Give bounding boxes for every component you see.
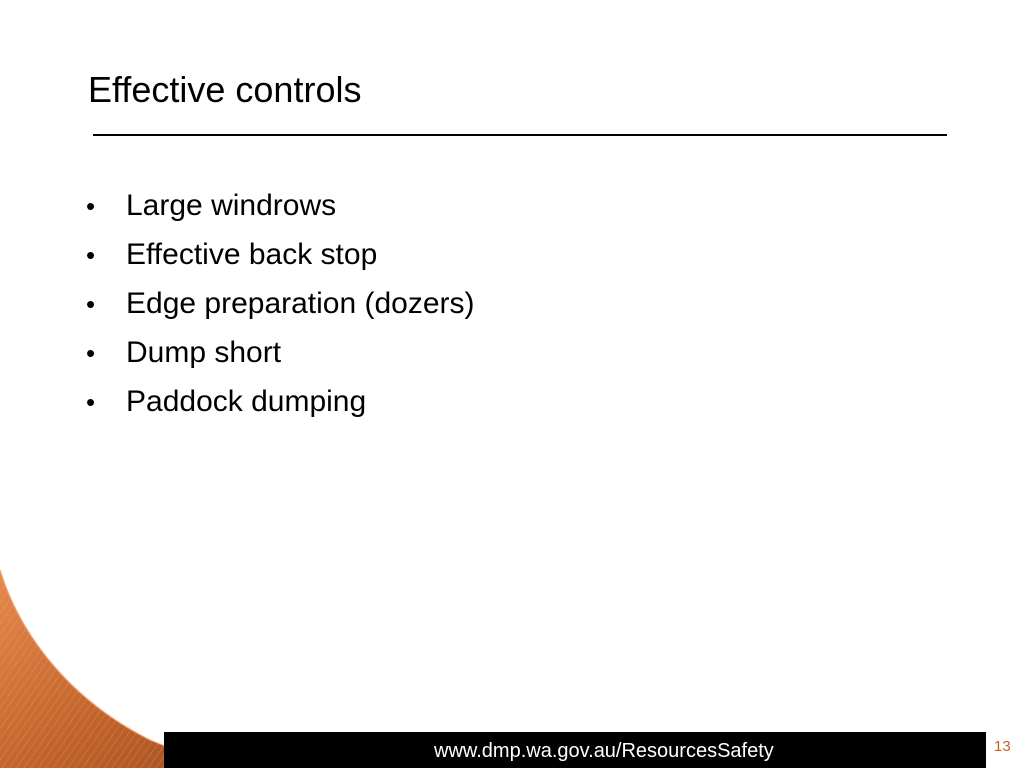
page-number: 13	[994, 738, 1011, 755]
bullet-dot-icon: •	[86, 191, 96, 221]
bullet-text: Large windrows	[126, 189, 337, 222]
bullet-dot-icon: •	[86, 387, 96, 417]
bullet-text: Dump short	[126, 336, 282, 369]
bullet-text: Effective back stop	[126, 238, 378, 271]
footer-url-link[interactable]: www.dmp.wa.gov.au/ResourcesSafety	[434, 740, 774, 762]
title-divider	[93, 134, 947, 136]
bullet-dot-icon: •	[86, 289, 96, 319]
slide-title: Effective controls	[88, 69, 362, 110]
bullet-dot-icon: •	[86, 240, 96, 270]
bullet-text: Edge preparation (dozers)	[126, 287, 475, 320]
bullet-dot-icon: •	[86, 338, 96, 368]
bullet-text: Paddock dumping	[126, 385, 367, 418]
